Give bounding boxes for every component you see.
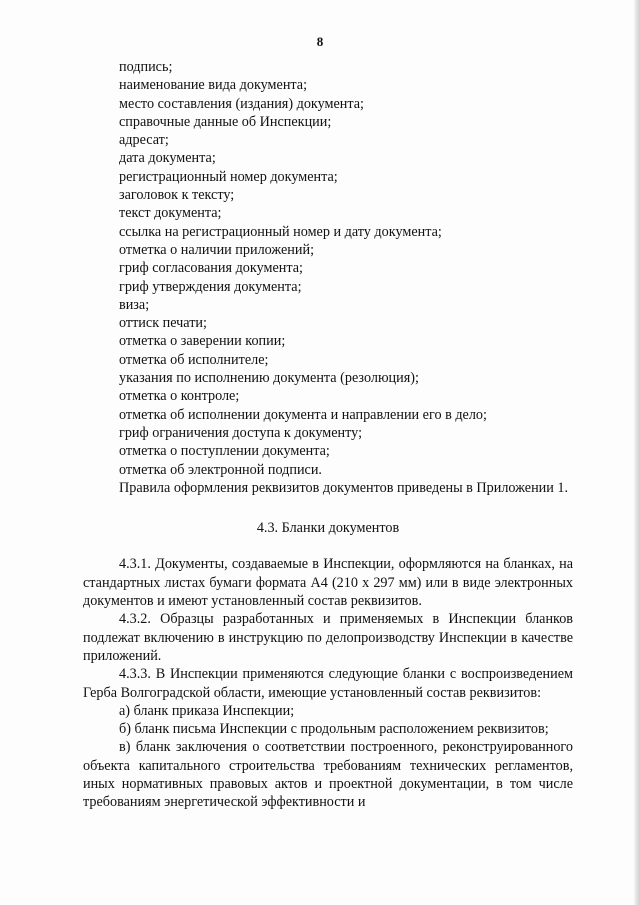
list-item: отметка о заверении копии; [119, 333, 286, 350]
list-item: отметка об исполнении документа и направлении его в дело; [119, 406, 487, 423]
blank-item: б) бланк письма Инспекции с продольным расположением реквизитов; [119, 721, 549, 738]
list-item: оттиск печати; [119, 315, 207, 332]
page-edge-shadow [634, 0, 640, 905]
list-item: место составления (издания) документа; [119, 95, 364, 112]
paragraph-4-3-1: 4.3.1. Документы, создаваемые в Инспекции, оформляются на бланках, на стандартных листах бумаги формата А4 (210 х 297 мм) или в виде электронных документов и имеют установленный состав реквизитов. [83, 556, 573, 610]
rules-paragraph: Правила оформления реквизитов документов приведены в Приложении 1. [119, 479, 569, 496]
list-item: отметка об электронной подписи. [119, 461, 322, 478]
requisites-list [83, 58, 573, 479]
list-item: ссылка на регистрационный номер и дату документа; [119, 223, 442, 240]
list-item: отметка о контроле; [119, 388, 240, 405]
paragraph-4-3-2: 4.3.2. Образцы разработанных и применяемых в Инспекции бланков подлежат включению в инструкцию по делопроизводству Инспекции в качестве приложений. [83, 611, 573, 664]
page-number: 8 [316, 34, 324, 49]
list-item: гриф согласования документа; [119, 260, 303, 277]
list-item: гриф ограничения доступа к документу; [119, 424, 363, 441]
blank-item: а) бланк приказа Инспекции; [119, 702, 295, 719]
section-heading: 4.3. Бланки документов [256, 520, 400, 537]
list-item: отметка о поступлении документа; [119, 443, 330, 460]
list-item: дата документа; [119, 150, 216, 167]
paragraph-4-3-3: 4.3.3. В Инспекции применяются следующие бланки с воспроизведением Герба Волгоградской области, имеющие установленный состав реквизитов: [83, 666, 573, 701]
list-item: подпись; [119, 59, 173, 75]
page-content [83, 58, 573, 812]
list-item: справочные данные об Инспекции; [119, 113, 332, 130]
list-item: регистрационный номер документа; [119, 168, 338, 185]
list-item: текст документа; [119, 205, 222, 222]
list-item: заголовок к тексту; [119, 187, 235, 204]
blank-item: в) бланк заключения о соответствии построенного, реконструированного объекта капитального строительства требованиям технических регламентов, иных нормативных правовых актов и проектной документации, в том числе требованиям энергетической эффективности и [83, 739, 573, 811]
list-item: указания по исполнению документа (резолюция); [119, 370, 419, 387]
list-item: гриф утверждения документа; [119, 278, 302, 295]
list-item: виза; [119, 296, 150, 313]
list-item: наименование вида документа; [119, 77, 308, 94]
list-item: отметка об исполнителе; [119, 351, 269, 368]
list-item: адресат; [119, 132, 169, 149]
list-item: отметка о наличии приложений; [119, 241, 315, 258]
